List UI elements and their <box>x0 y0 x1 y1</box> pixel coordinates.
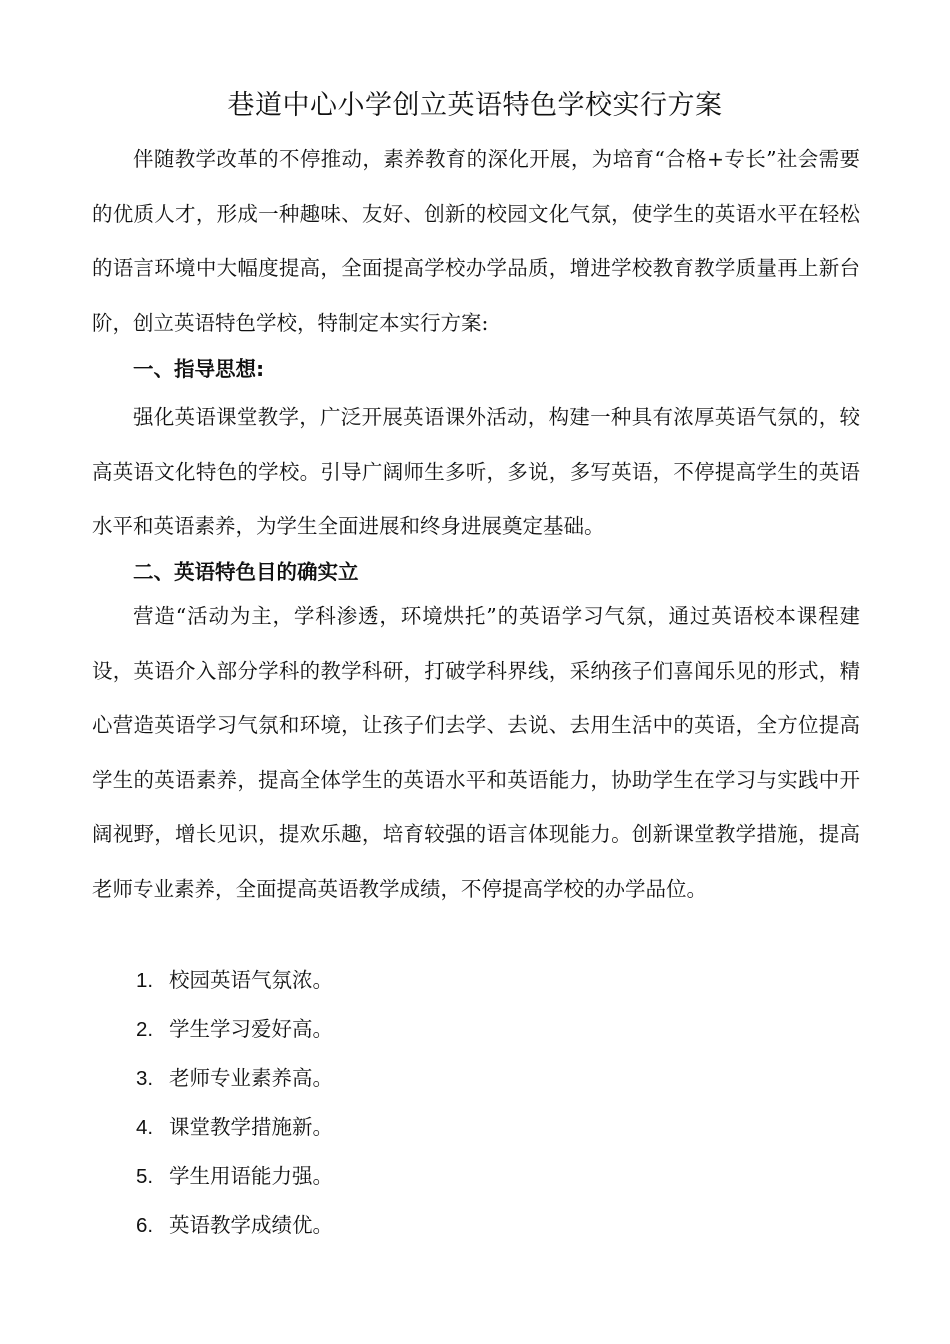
list-item-text: 学生用语能力强。 <box>169 1164 333 1188</box>
list-item-number: 6. <box>136 1214 154 1237</box>
list-item-text: 老师专业素养高。 <box>169 1066 333 1090</box>
list-item-text: 校园英语气氛浓。 <box>169 968 333 992</box>
list-item-number: 2. <box>136 1018 154 1041</box>
goal-setting-paragraph: 营造“活动为主，学科渗透，环境烘托”的英语学习气氛，通过英语校本课程建设，英语介入部分学科的教学科研，打破学科界线，采纳孩子们喜闻乐见的形式，精心营造英语学习气氛和环境，让孩子们去学、去说、去用生活中的英语，全方位提高学生的英语素养，提高全体学生的英语水平和英语能力，协助学生在学习与实践中开阔视野，增长见识，提欢乐趣，培育较强的语言体现能力。创新课堂教学措施，提高老师专业素养，全面提高英语教学成绩，不停提高学校的办学品位。 <box>92 604 860 901</box>
intro-paragraph: 伴随教学改革的不停推动，素养教育的深化开展，为培育“合格+专长”社会需要的优质人才，形成一种趣味、友好、创新的校园文化气氛，使学生的英语水平在轻松的语言环境中大幅度提高，全面提高学校办学品质，增进学校教育教学质量再上新台阶，创立英语特色学校，特制定本实行方案: <box>92 147 860 335</box>
list-item <box>136 1201 333 1250</box>
list-item-text: 英语教学成绩优。 <box>169 1213 333 1237</box>
list-item <box>136 1103 333 1152</box>
goal-list <box>136 956 333 1250</box>
list-item <box>136 956 333 1005</box>
list-item <box>136 1005 333 1054</box>
guiding-ideology-paragraph: 强化英语课堂教学，广泛开展英语课外活动，构建一种具有浓厚英语气氛的，较高英语文化特色的学校。引导广阔师生多听，多说，多写英语，不停提高学生的英语水平和英语素养，为学生全面进展和终身进展奠定基础。 <box>92 405 860 538</box>
list-item <box>136 1054 333 1103</box>
list-item-number: 4. <box>136 1116 154 1139</box>
section-heading-goal-setting: 二、英语特色目的确实立 <box>133 560 359 584</box>
list-item-text: 课堂教学措施新。 <box>169 1115 333 1139</box>
list-item-number: 1. <box>136 969 154 992</box>
section-heading-guiding-ideology: 一、指导思想: <box>133 357 265 381</box>
document-title: 巷道中心小学创立英语特色学校实行方案 <box>227 90 723 121</box>
list-item-text: 学生学习爱好高。 <box>169 1017 333 1041</box>
list-item-number: 5. <box>136 1165 154 1188</box>
list-item <box>136 1152 333 1201</box>
list-item-number: 3. <box>136 1067 154 1090</box>
